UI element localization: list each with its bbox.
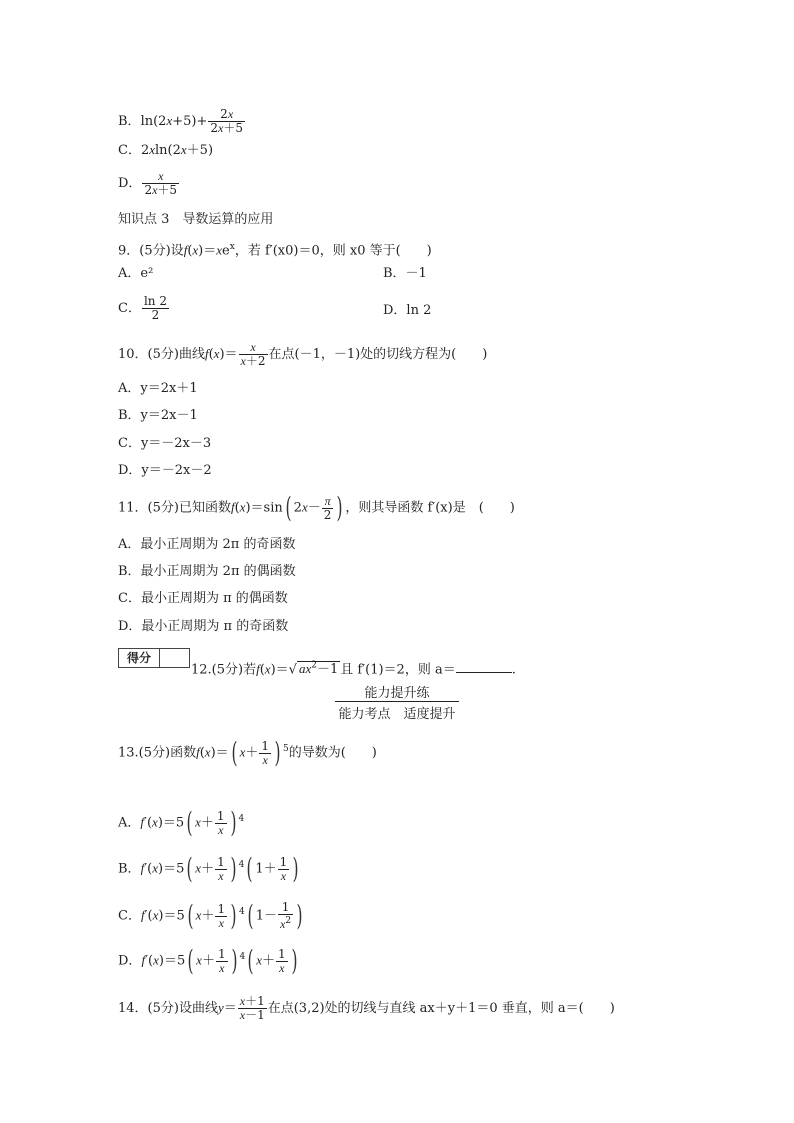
question-14: 14．(5分)设曲线y＝ $\frac{x+1}{x-1}$ 在点(3,2)处的切线与直线 ax＋y＋1＝0 垂直，则 a＝( ) [118, 994, 615, 1022]
q10-option-b: B．y＝2x－1 [118, 408, 198, 423]
q9-option-a: A．e² [118, 266, 154, 281]
option-label: C． [118, 301, 141, 316]
q11-option-b: B．最小正周期为 2π 的偶函数 [118, 564, 296, 579]
q12-end: . [511, 662, 516, 678]
question-12: 12.(5分)若f(x)＝√ $ax^2-1$ 且 f′(1)＝2，则 a＝ . [191, 661, 516, 678]
fraction: $\frac{x+1}{x-1}$ [239, 994, 265, 1022]
fraction: $\frac{2x}{2x+5}$ [210, 107, 243, 135]
q11-prefix: 11．(5分)已知函数 [118, 500, 231, 516]
q9-rest: ，若 f′(x0)＝0，则 x0 等于( ) [234, 243, 432, 259]
numerator: 2 [220, 107, 228, 121]
denominator: 2 [151, 308, 160, 322]
q10-option-c: C．y＝－2x－3 [118, 436, 212, 451]
q11-option-a: A．最小正周期为 2π 的奇函数 [118, 537, 296, 552]
q8-option-d [118, 170, 180, 197]
option-label: C． [118, 143, 141, 158]
fraction: $\frac{x}{x+2}$ [240, 340, 266, 368]
fraction: $\frac{1}{x}$ [217, 946, 226, 975]
section-title-3: 知识点 3 导数运算的应用 [118, 212, 274, 227]
expr: 2 [140, 143, 150, 158]
section-header-top: 能力提升练 [364, 686, 430, 701]
score-box [118, 648, 190, 668]
question-11: 11．(5分)已知函数f(x)＝sin( 2x－ $\frac{\pi}{2}$ ) ，则其导函数 f′(x)是 ( ) [118, 491, 515, 524]
fraction: $\frac{1}{x^2}$ [280, 900, 292, 931]
fraction: $\frac{1}{x}$ [261, 738, 270, 767]
section-header-bottom: 能力考点 适度提升 [338, 707, 456, 722]
fraction [142, 295, 169, 322]
q11-option-c: C．最小正周期为 π 的偶函数 [118, 591, 288, 606]
fraction: $\frac{1}{x}$ [216, 808, 225, 837]
q13-option-b: B．f′(x)＝5( x＋ $\frac{1}{x}$ ) $^4$( 1＋ $\frac{1}{x}$ ) [118, 852, 299, 885]
option-label: A． [118, 815, 141, 831]
expr: ln(2 [140, 114, 167, 129]
q12-prefix: 12.(5分)若 [191, 662, 257, 678]
fraction: $\frac{1}{x}$ [278, 946, 286, 975]
expr: +5)+ [172, 114, 208, 129]
q11-suffix: ，则其导函数 f′(x)是 ( ) [345, 500, 515, 516]
q8-option-c: C．2xln(2x＋5) [118, 142, 214, 158]
option-label: D． [118, 176, 142, 191]
q14-prefix: 14．(5分)设曲线 [118, 1001, 218, 1016]
q12-suffix: 且 f′(1)＝2，则 a＝ [340, 662, 456, 678]
q9-option-c [118, 295, 170, 322]
q9-option-d: D．ln 2 [383, 303, 432, 318]
q10-suffix: 在点(－1，－1)处的切线方程为( ) [268, 347, 488, 362]
question-10: 10．(5分)曲线f(x)＝ $\frac{x}{x+2}$ 在点(－1，－1)处的切线方程为( ) [118, 340, 488, 368]
q9-prefix: 9．(5分)设 [118, 243, 184, 259]
q8-option-b: B．ln(2x+5)+ $\frac{2x}{2x+5}$ [118, 107, 243, 135]
fraction: $\frac{\pi}{2}$ [323, 493, 332, 522]
score-label: 得分 [119, 649, 160, 667]
option-label: C． [118, 908, 141, 924]
option-label: D． [118, 953, 142, 969]
question-9: 9．(5分)设$f(x)=xe^x$，若 f′(x0)＝0，则 x0 等于( ) [118, 242, 432, 259]
fraction: $\frac{1}{x}$ [279, 854, 288, 883]
section-header-divider [335, 701, 459, 702]
answer-blank[interactable] [456, 660, 512, 673]
fraction: $\frac{1}{x}$ [217, 854, 225, 883]
question-13: 13.(5分)函数f(x)＝( x＋ $\frac{1}{x}$ ) $^5$的导数为( ) [118, 736, 377, 769]
q13-option-c: C．f′(x)＝5( x＋ $\frac{1}{x}$ ) $^4$( 1－ $\frac{1}{x^2}$ ) [118, 899, 303, 932]
q10-prefix: 10．(5分)曲线 [118, 347, 205, 362]
q13-option-a: A．f′(x)＝5( x＋ $\frac{1}{x}$ ) $^4$ [118, 806, 245, 839]
q9-option-b: B．－1 [383, 266, 427, 281]
q10-option-a: A．y＝2x＋1 [118, 381, 198, 396]
option-label: B． [118, 114, 141, 129]
numerator: ln 2 [143, 294, 167, 308]
denominator: 2 [144, 183, 153, 197]
q13-option-d: D．f′(x)＝5( x＋ $\frac{1}{x}$ ) $^4$( x＋ $\frac{1}{x}$ ) [118, 944, 298, 977]
option-label: B． [118, 861, 141, 877]
fraction: $\frac{1}{x}$ [217, 901, 226, 930]
q14-suffix: 在点(3,2)处的切线与直线 ax＋y＋1＝0 垂直，则 a＝( ) [267, 1001, 615, 1016]
fraction: $\frac{x}{2x+5}$ [144, 169, 178, 197]
denominator: 2 [210, 121, 218, 135]
q10-option-d: D．y＝－2x－2 [118, 463, 212, 478]
q11-option-d: D．最小正周期为 π 的奇函数 [118, 619, 289, 634]
q13-suffix: 的导数为( ) [288, 745, 377, 761]
q13-prefix: 13.(5分)函数 [118, 745, 197, 761]
